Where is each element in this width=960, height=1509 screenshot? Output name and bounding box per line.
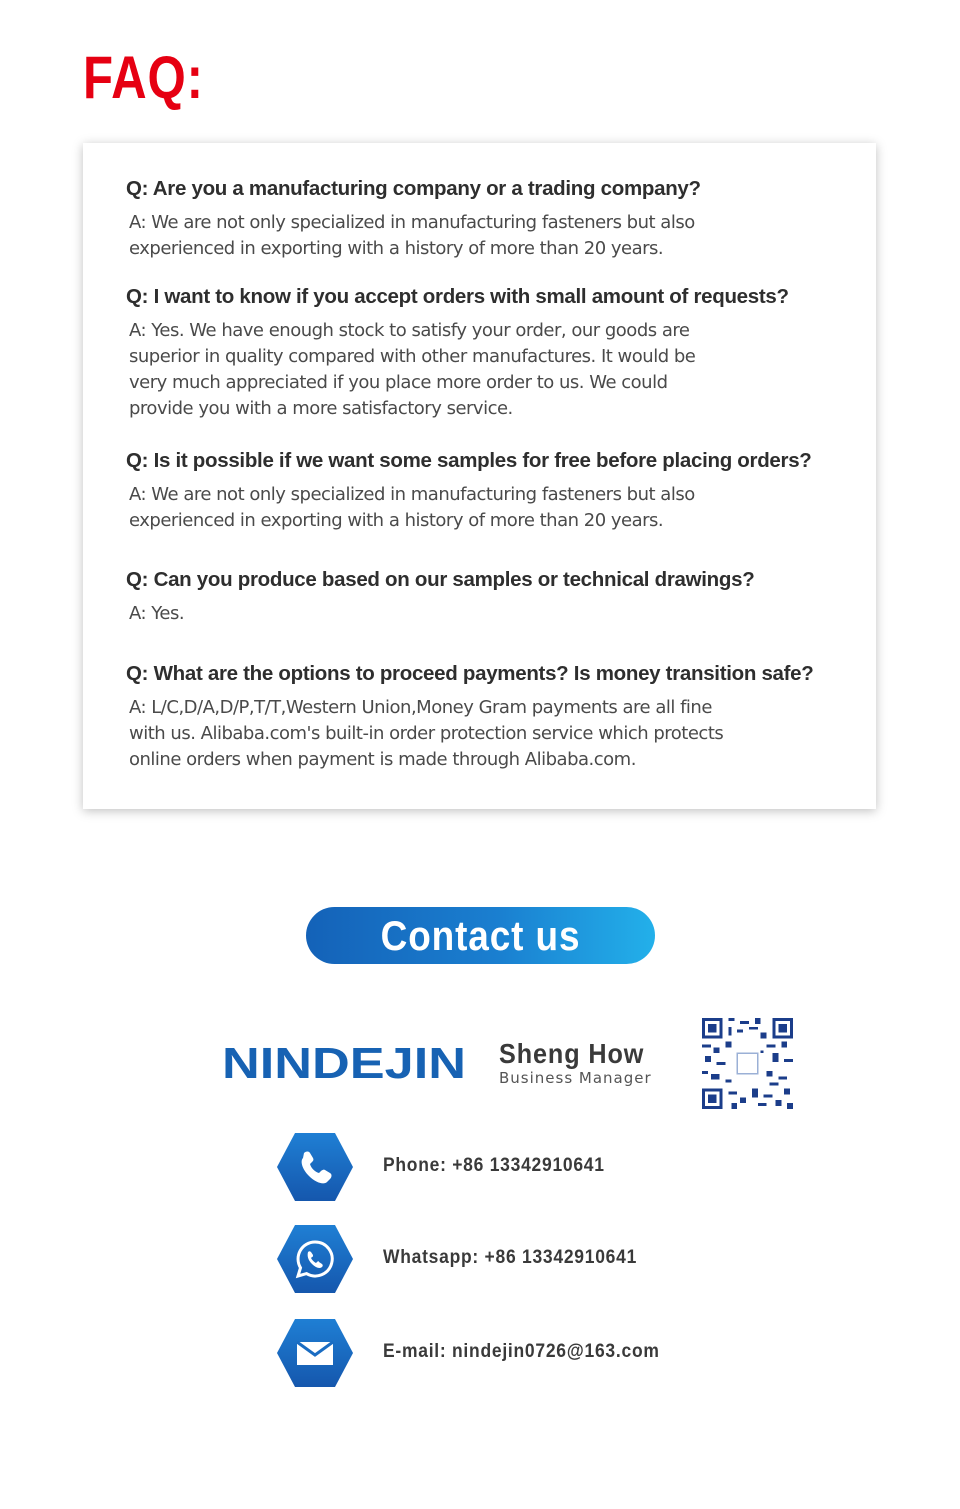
email-icon	[277, 1319, 353, 1387]
contact-us-heading: Contact us	[380, 911, 581, 959]
faq-title: FAQ:	[83, 44, 204, 111]
contact-us-banner	[306, 907, 655, 964]
phone-icon	[277, 1133, 353, 1201]
faq-question: Q: Can you produce based on our samples or technical drawings?	[126, 568, 755, 591]
faq-item	[126, 284, 866, 422]
whatsapp-text[interactable]: Whatsapp: +86 13342910641	[383, 1247, 638, 1268]
faq-question: Q: What are the options to proceed payments? Is money transition safe?	[126, 662, 814, 685]
whatsapp-icon	[277, 1225, 353, 1293]
faq-answer: A: Yes.	[129, 603, 185, 624]
faq-item	[126, 661, 866, 773]
whatsapp-row	[277, 1225, 777, 1293]
nindejin-logo	[222, 1040, 466, 1086]
email-row	[277, 1319, 777, 1387]
phone-row	[277, 1133, 777, 1201]
faq-answer: A: We are not only specialized in manufacturing fasteners but also experienced in exporting with a history of more than 20 years.	[129, 212, 695, 259]
faq-answer: A: We are not only specialized in manufacturing fasteners but also experienced in exporting with a history of more than 20 years.	[129, 484, 695, 531]
qr-code	[701, 1018, 794, 1109]
faq-item	[126, 176, 866, 262]
faq-item	[126, 567, 866, 627]
faq-question: Q: Is it possible if we want some samples for free before placing orders?	[126, 449, 812, 472]
faq-question: Q: Are you a manufacturing company or a trading company?	[126, 177, 701, 200]
brand-text: NINDEJIN	[222, 1040, 466, 1086]
contact-name: Sheng How	[499, 1038, 645, 1069]
faq-card	[83, 143, 876, 809]
faq-item	[126, 448, 866, 534]
contact-role: Business Manager	[499, 1069, 652, 1087]
faq-answer: A: Yes. We have enough stock to satisfy your order, our goods are superior in quality compared with other manufactures. It would be very much appreciated if you place more order to us. We could provide you with a more satisfactory service.	[129, 320, 696, 419]
phone-text[interactable]: Phone: +86 13342910641	[383, 1155, 605, 1176]
email-text[interactable]: E-mail: nindejin0726@163.com	[383, 1341, 660, 1362]
faq-answer: A: L/C,D/A,D/P,T/T,Western Union,Money Gram payments are all fine with us. Alibaba.com's built-in order protection service which protects online orders when payment is made through Alibaba.com.	[129, 697, 724, 770]
faq-question: Q: I want to know if you accept orders with small amount of requests?	[126, 285, 789, 308]
